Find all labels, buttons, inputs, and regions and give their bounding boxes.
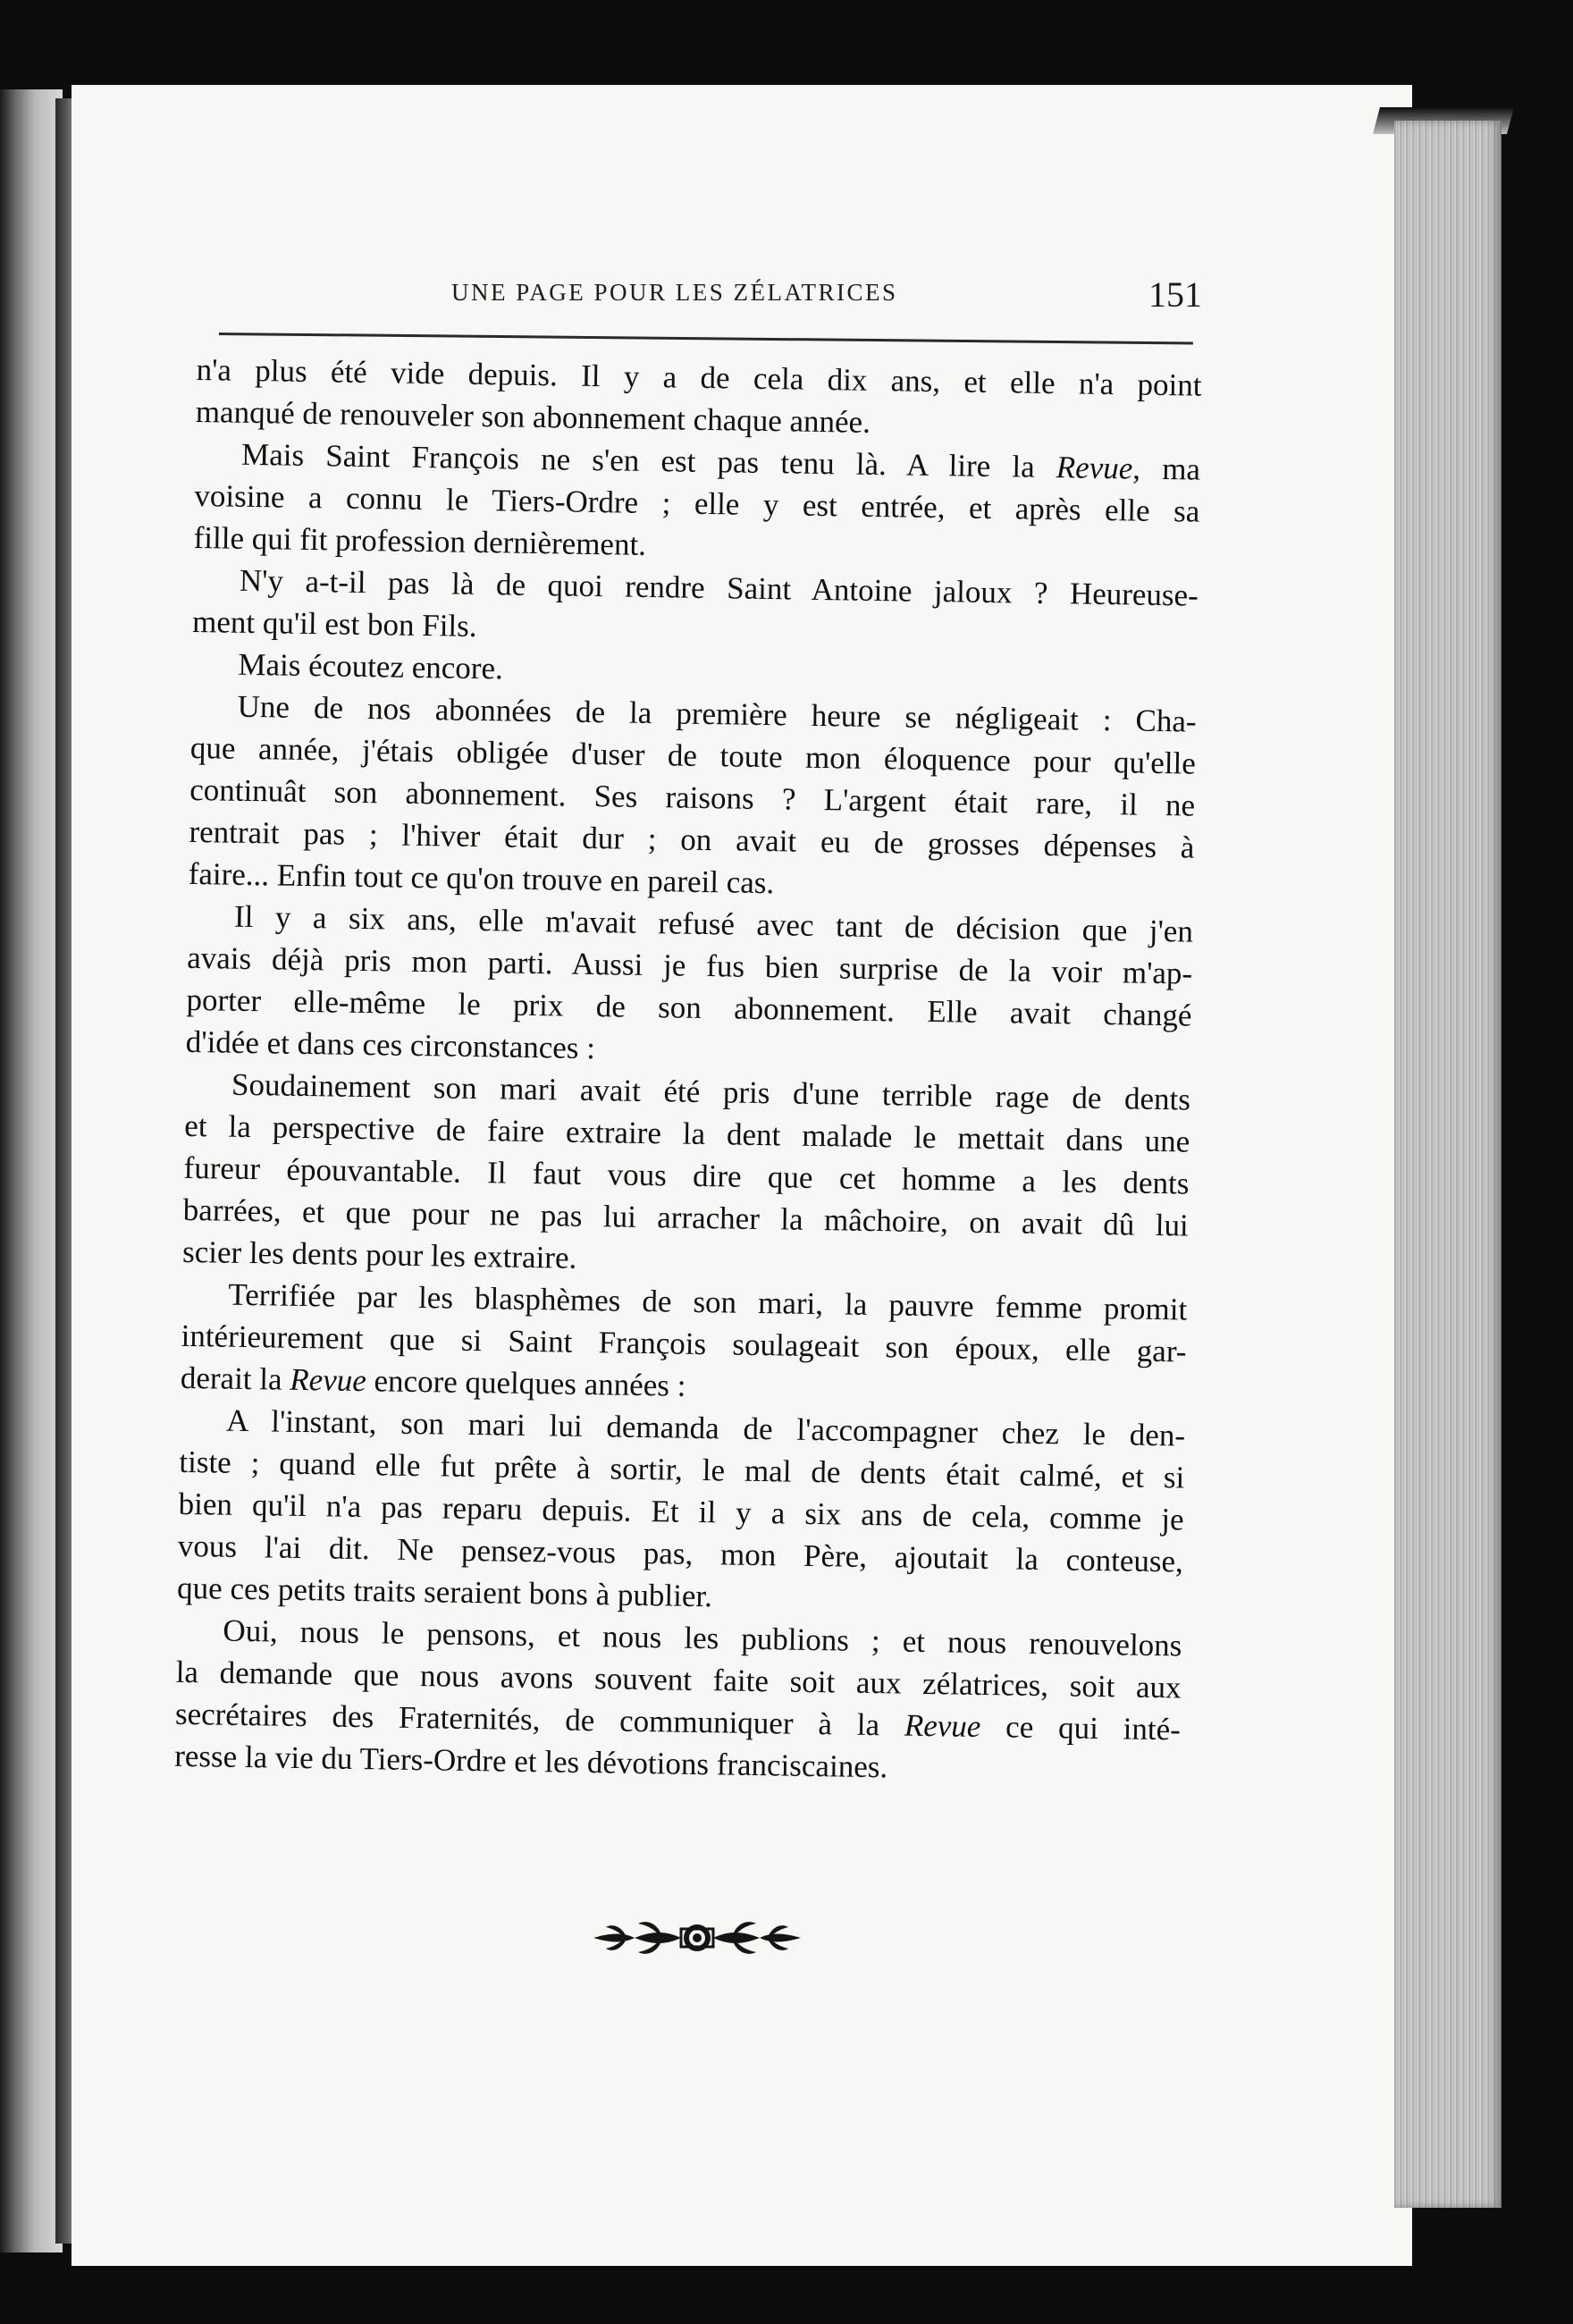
text-line: scier les dents pour les extraire. <box>181 1234 577 1276</box>
floral-tailpiece-icon <box>581 1913 813 1963</box>
text-line: n'a plus été vide depuis. Il y a de cela dix ans, et elle n'a point <box>196 351 1202 403</box>
text-line: fureur épouvantable. Il faut vous dire que cet homme a les dents <box>183 1149 1190 1201</box>
text-line: rentrait pas ; l'hiver était dur ; on avait eu de grosses dépenses à <box>189 813 1195 865</box>
text-line: Une de nos abonnées de la première heure se négligeait : Cha- <box>237 688 1197 739</box>
text-line: fille qui fit profession dernièrement. <box>193 519 647 562</box>
text-line: Soudainement son mari avait été pris d'une terrible rage de dents <box>231 1066 1191 1117</box>
text-line: que ces petits traits seraient bons à publier. <box>176 1570 713 1614</box>
text-line: N'y a-t-il pas là de quoi rendre Saint Antoine jaloux ? Heureuse- <box>239 562 1199 613</box>
text-line: Mais écoutez encore. <box>238 646 504 686</box>
body-text <box>174 349 1202 1792</box>
text-line: resse la vie du Tiers-Ordre et les dévotions franciscaines. <box>173 1738 888 1785</box>
text-line: A l'instant, son mari lui demanda de l'accompagner chez le den- <box>225 1402 1186 1453</box>
text-segment: ce qui inté- <box>980 1708 1182 1747</box>
text-line: d'idée et dans ces circonstances : <box>185 1023 596 1066</box>
text-line: barrées, et que pour ne pas lui arracher la mâchoire, on avait dû lui <box>182 1191 1190 1243</box>
text-line: Terrifiée par les blasphèmes de son mari, la pauvre femme promit <box>228 1276 1188 1327</box>
text-segment: , ma <box>1132 450 1201 487</box>
text-segment: secrétaires des Fraternités, de communiquer à la <box>174 1696 905 1743</box>
text-line: manqué de renouveler son abonnement chaque année. <box>195 393 871 440</box>
text-line: continuât son abonnement. Ses raisons ? L'argent était rare, il ne <box>189 771 1196 823</box>
italic-title: Revue <box>1056 450 1133 486</box>
page-stack-fore-edge <box>1394 121 1502 2208</box>
text-line: ment qu'il est bon Fils. <box>191 603 477 644</box>
text-line: vous l'ai dit. Ne pensez-vous pas, mon Père, ajoutait la conteuse, <box>177 1528 1184 1579</box>
text-line: que année, j'étais obligée d'user de toute mon éloquence pour qu'elle <box>189 729 1197 781</box>
text-line: Il y a six ans, elle m'avait refusé avec tant de décision que j'en <box>233 898 1194 949</box>
text-line: la demande que nous avons souvent faite soit aux zélatrices, soit aux <box>175 1654 1182 1705</box>
text-line: avais déjà pris mon parti. Aussi je fus bien surprise de la voir m'ap- <box>186 939 1193 991</box>
text-line: voisine a connu le Tiers-Ordre ; elle y est entrée, et après elle sa <box>194 477 1200 529</box>
text-line: intérieurement que si Saint François soulageait son époux, elle gar- <box>181 1318 1187 1369</box>
text-line: porter elle-même le prix de son abonnement. Elle avait changé <box>186 981 1192 1033</box>
italic-title: Revue <box>290 1361 367 1399</box>
facing-page-edge <box>0 89 63 2252</box>
running-head <box>219 268 1202 322</box>
italic-title: Revue <box>904 1707 981 1744</box>
text-line: et la perspective de faire extraire la dent malade le mettait dans une <box>184 1107 1190 1159</box>
text-line: bien qu'il n'a pas reparu depuis. Et il y a six ans de cela, comme je <box>178 1486 1184 1537</box>
page-number: 151 <box>1148 274 1202 315</box>
text-line: faire... Enfin tout ce qu'on trouve en pareil cas. <box>188 855 775 901</box>
text-segment: derait la <box>180 1360 290 1397</box>
text-segment: Mais Saint François ne s'en est pas tenu là. A lire la <box>240 436 1057 485</box>
text-segment: encore quelques années : <box>366 1363 686 1403</box>
running-title: UNE PAGE POUR LES ZÉLATRICES <box>451 279 898 306</box>
text-line: tiste ; quand elle fut prête à sortir, le mal de dents était calmé, et si <box>179 1444 1185 1495</box>
text-line: Oui, nous le pensons, et nous les publions ; et nous renouvelons <box>223 1612 1182 1663</box>
